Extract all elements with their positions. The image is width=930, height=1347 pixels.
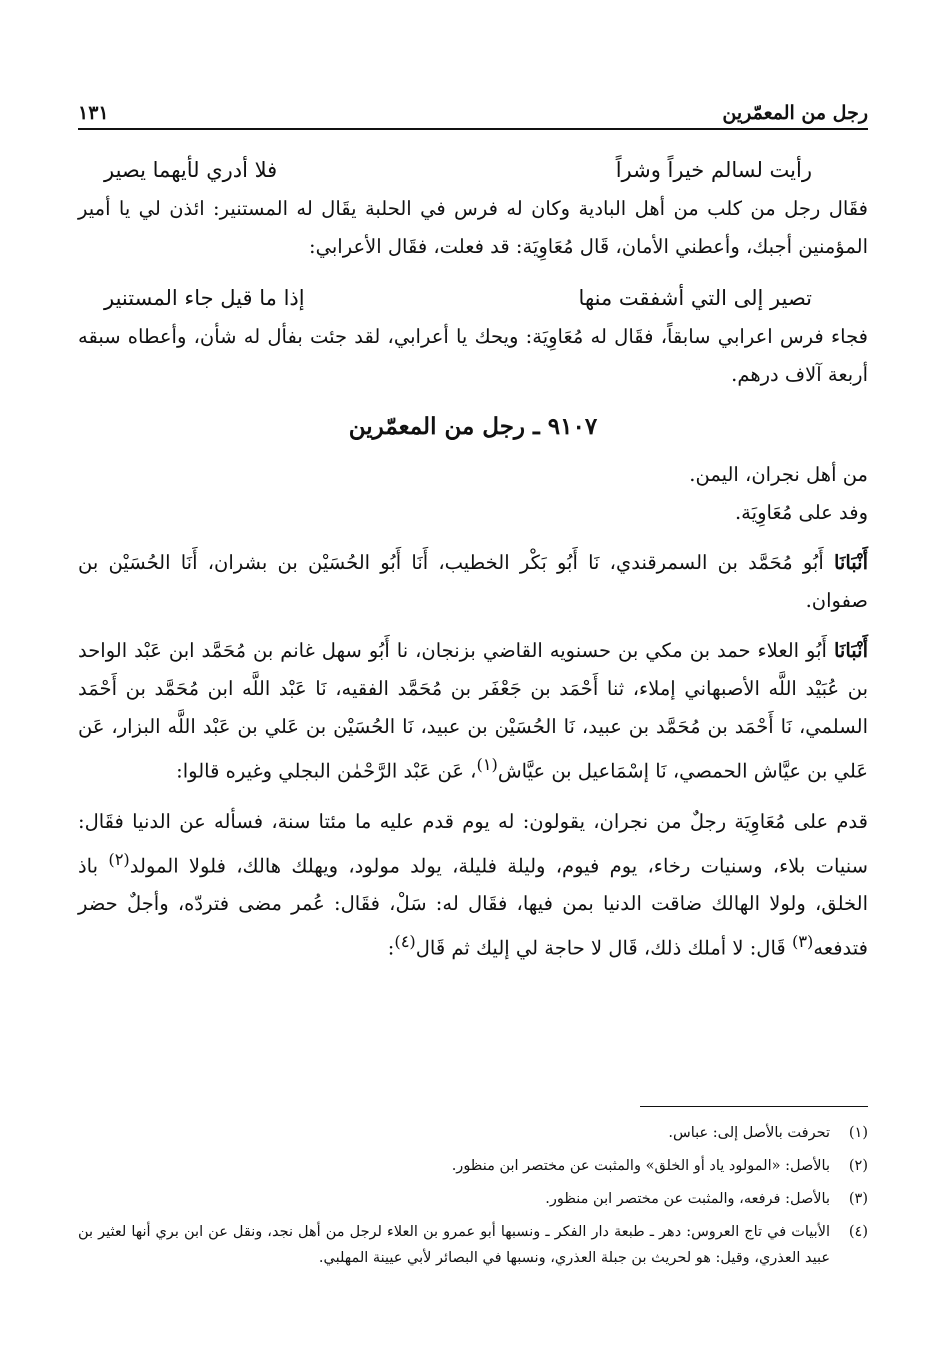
footnote-number: (٤) xyxy=(848,1224,868,1240)
verse-first-hemistich: تصير إلى التي أشفقت منها xyxy=(578,286,812,310)
page-header xyxy=(78,88,868,130)
isnad-text: أَبُو مُحَمَّد بن السمرقندي، نَا أَبُو بَكْر الخطيب، أَنَا أَبُو الحُسَيْن بن بشران، أَنَا الحُسَيْن بن صفوان. xyxy=(78,551,868,612)
verse-line xyxy=(78,150,868,190)
isnad-text: ، عَن عَبْد الرَّحْمٰن البجلي وغيره قالوا: xyxy=(176,759,477,783)
paragraph: فقَال رجل من كلب من أهل البادية وكان له فرس في الحلبة يقَال له المستنير: ائذن لي يا أمير المؤمنين أجبك، وأعطني الأمان، قَال مُعَاوِيَة: قد فعلت، فقَال الأعرابي: xyxy=(78,197,868,258)
footnote xyxy=(78,1219,868,1271)
narrative-text: : xyxy=(387,936,395,960)
footnote-separator xyxy=(640,1106,868,1107)
footnote-text: بالأصل: «المولود ياد أو الخلق» والمثبت عن مختصر ابن منظور. xyxy=(451,1158,830,1174)
isnad-text: أَبُو العلاء حمد بن مكي بن حسنويه القاضي بزنجان، نا أَبُو سهل غانم بن مُحَمَّد ابن عَبْد الواحد بن عُبَيْد اللَّه الأصبهاني إملاء، ثنا أَحْمَد بن جَعْفَر بن مُحَمَّد الفقيه، نَا عَبْد اللَّه ابن مُحَمَّد بن أَحْمَد السلمي، نَا أَحْمَد بن مُحَمَّد بن عبيد، نَا الحُسَيْن بن عبيد، نَا الحُسَيْن بن عَلي بن عَبْد اللَّه البزار، عَن عَلي بن عيَّاش الحمصي، نَا إسْمَاعيل بن عيَّاش xyxy=(78,639,868,783)
isnad-paragraph xyxy=(78,632,868,791)
footnote-text: تحرفت بالأصل إلى: عباس. xyxy=(668,1125,830,1141)
isnad-paragraph xyxy=(78,544,868,620)
footnote-text: بالأصل: فرفعه، والمثبت عن مختصر ابن منظور. xyxy=(545,1191,830,1207)
footnote-text: الأبيات في تاج العروس: دهر ـ طبعة دار الفكر ـ ونسبها أبو عمرو بن العلاء لرجل من أهل نجد، ونقل عن ابن بري أنها لعثير بن عبيد العذري، وقيل: هو لحريث بن جبلة العذري، ونسبها في البصائر لأبي عيينة المهلبي. xyxy=(78,1224,830,1266)
delegation-line: وفد على مُعَاوِيَة. xyxy=(734,501,868,524)
origin-line: من أهل نجران، اليمن. xyxy=(689,463,868,486)
footnote-marker[interactable]: (٣) xyxy=(791,932,814,951)
narrative-text: قَال: لا أملك ذلك، قَال لا حاجة لي إليك ثم قَال xyxy=(415,936,792,960)
footnote-number: (٣) xyxy=(848,1191,868,1207)
verse-first-hemistich: رأيت لسالم خيراً وشراً xyxy=(615,158,812,182)
footnote-marker[interactable]: (٤) xyxy=(394,932,416,951)
page-number: ١٣١ xyxy=(78,102,109,124)
footnotes xyxy=(78,1120,868,1278)
entry-heading: ٩١٠٧ ـ رجل من المعمّرين xyxy=(348,413,598,440)
footnote xyxy=(78,1120,868,1146)
isnad-lead: أَنْبَانَا xyxy=(833,639,868,662)
paragraph: فجاء فرس اعرابي سابقاً، فقَال له مُعَاوِيَة: ويحك يا أعرابي، لقد جئت بفأل له شأن، وأعطاه سبقه أربعة آلاف درهم. xyxy=(78,325,868,386)
footnote-marker[interactable]: (١) xyxy=(476,755,498,774)
main-text xyxy=(78,150,868,968)
footnote-number: (١) xyxy=(848,1125,868,1141)
footnote xyxy=(78,1186,868,1212)
narrative-text: باذ الخلق، ولولا الهالك ضاقت الدنيا بمن فيها، فقَال له: سَلْ، فقَال: عُمر مضى فتردّه، وأجلٌ حضر فتدفعه xyxy=(78,854,868,960)
isnad-lead: أَنْبَانَا xyxy=(833,551,868,574)
narrative-text: قدم على مُعَاوِيَة رجلٌ من نجران، يقولون: له يوم قدم عليه ما مئتا سنة، فسأله عن الدنيا فقَال: سنيات بلاء، وسنيات رخاء، يوم فيوم، وليلة فليلة، يولد مولود، ويهلك هالك، فلولا المولد xyxy=(78,809,868,877)
verse-second-hemistich: إذا ما قيل جاء المستنير xyxy=(104,286,305,310)
running-title: رجل من المعمّرين xyxy=(722,102,868,124)
footnote xyxy=(78,1153,868,1179)
verse-second-hemistich: فلا أدري لأيهما يصير xyxy=(104,158,278,182)
footnote-marker[interactable]: (٢) xyxy=(108,849,130,869)
verse-line xyxy=(78,278,868,318)
footnote-number: (٢) xyxy=(848,1158,868,1174)
narrative-paragraph xyxy=(78,803,868,968)
